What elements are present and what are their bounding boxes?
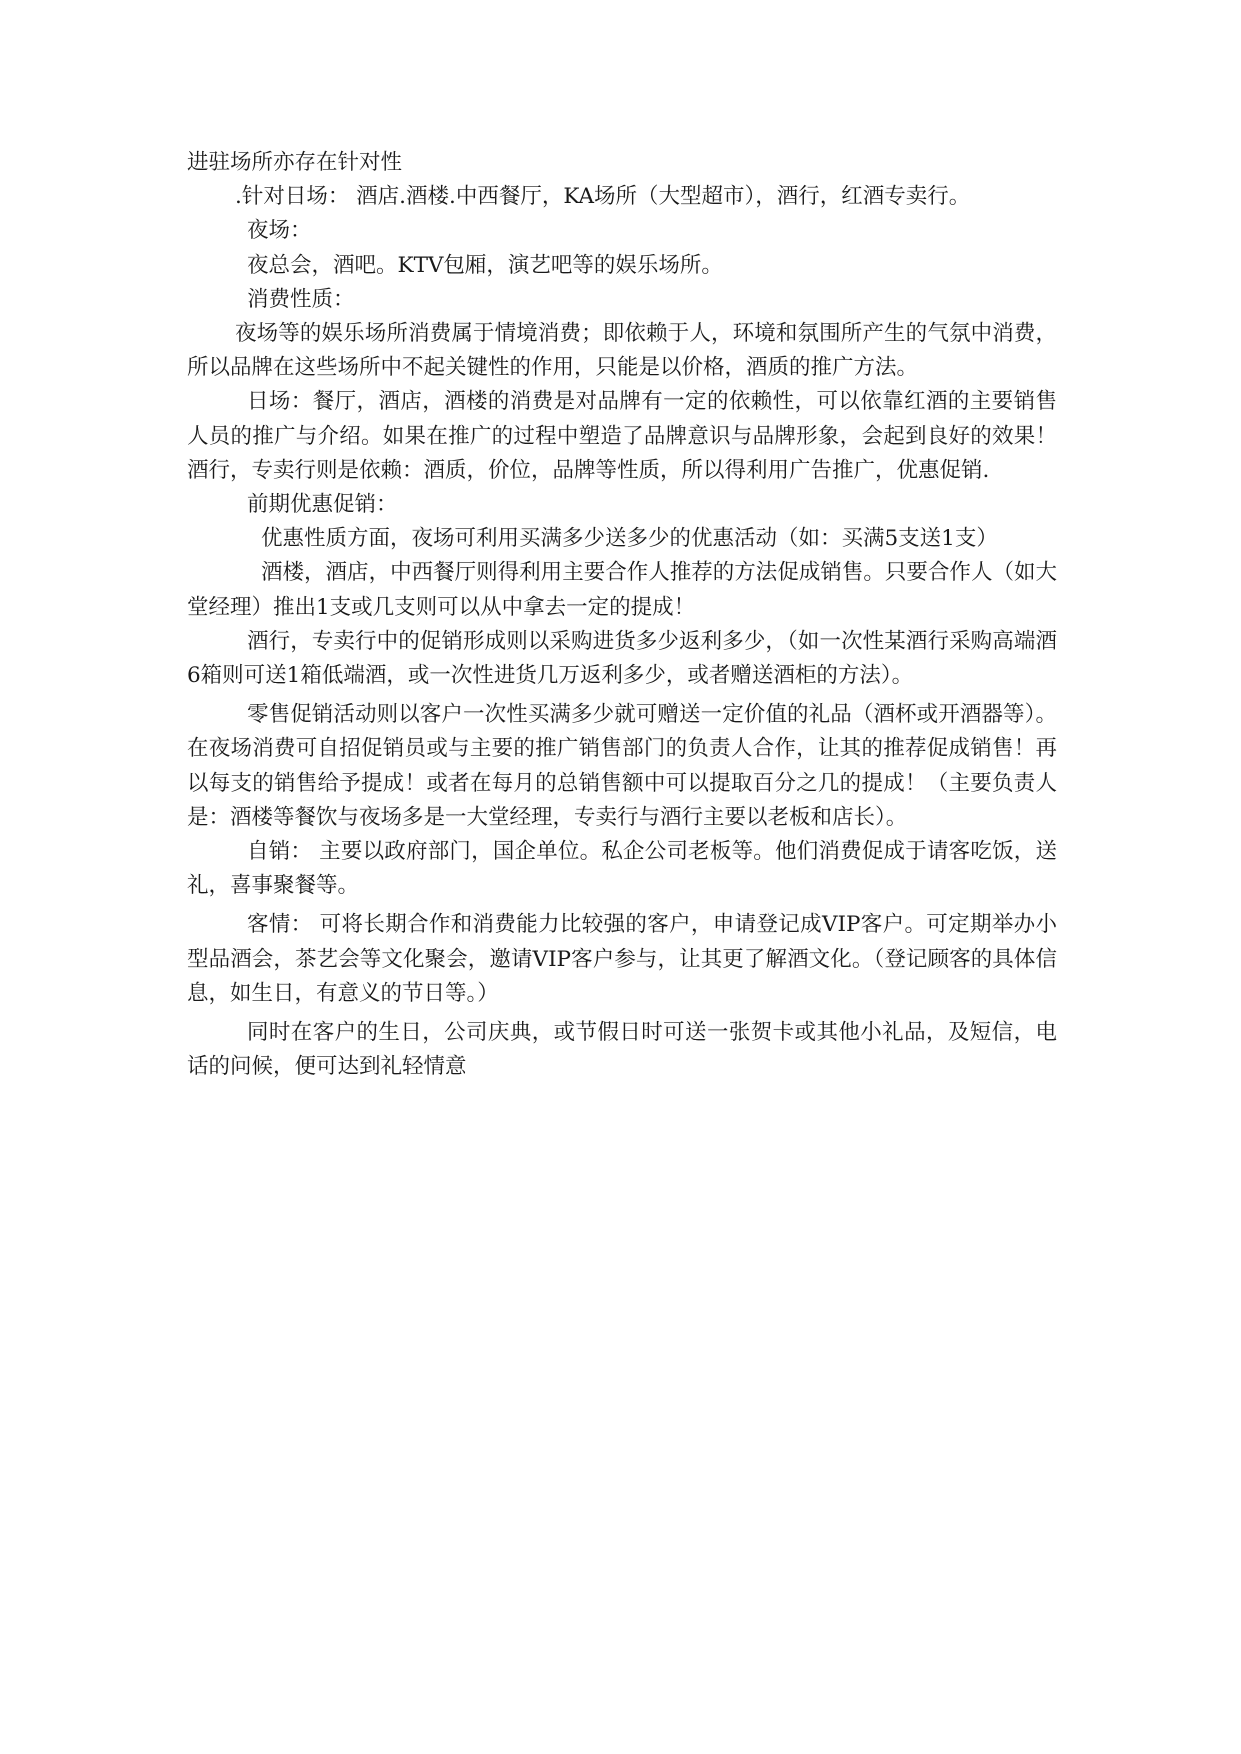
day-consumption-paragraph: 日场：餐厅，酒店，酒楼的消费是对品牌有一定的依赖性，可以依靠红酒的主要销售人员的推广与介绍。如果在推广的过程中塑造了品牌意识与品牌形象，会起到良好的效果！ 酒行，专卖行则是依赖：酒质，价位，品牌等性质，所以得利用广告推广，优惠促销. bbox=[187, 389, 1057, 483]
self-sales-paragraph: 自销： 主要以政府部门，国企单位。私企公司老板等。他们消费促成于请客吃饭，送礼，喜事聚餐等。 bbox=[187, 839, 1057, 899]
retail-promotion-paragraph: 零售促销活动则以客户一次性买满多少就可赠送一定价值的礼品（酒杯或开酒器等）。 在夜场消费可自招促销员或与主要的推广销售部门的负责人合作，让其的推荐促成销售！再以每支的销售给予提成！或者在每月的总销售额中可以提取百分之几的提成！（主要负责人是：酒楼等餐饮与夜场多是一大堂经理，专卖行与酒行主要以老板和店长）。 bbox=[187, 702, 1057, 830]
wine-shop-promotion-paragraph: 酒行，专卖行中的促销形成则以采购进货多少返利多少，（如一次性某酒行采购高端酒6箱则可送1箱低端酒，或一次性进货几万返利多少，或者赠送酒柜的方法）。 bbox=[187, 628, 1057, 689]
early-promotion-label: 前期优惠促销： bbox=[247, 492, 398, 518]
restaurant-promotion-paragraph: 酒楼，酒店，中西餐厅则得利用主要合作人推荐的方法促成销售。只要合作人（如大堂经理）推出1支或几支则可以从中拿去一定的提成！ bbox=[187, 560, 1057, 620]
day-venues-line: .针对日场： 酒店.酒楼.中西餐厅，KA场所（大型超市），酒行，红酒专卖行。 bbox=[235, 184, 971, 210]
night-promotion-paragraph: 优惠性质方面，夜场可利用买满多少送多少的优惠活动（如：买满5支送1支） bbox=[261, 526, 998, 552]
night-venues-line: 夜总会，酒吧。KTV包厢，演艺吧等的娱乐场所。 bbox=[247, 252, 723, 278]
customer-relations-paragraph: 客情： 可将长期合作和消费能力比较强的客户，申请登记成VIP客户。可定期举办小型品酒会，茶艺会等文化聚会，邀请VIP客户参与，让其更了解酒文化。（登记顾客的具体信息，如生日，有意义的节日等。） bbox=[187, 912, 1057, 1006]
night-venues-label: 夜场： bbox=[247, 218, 312, 244]
consumption-nature-label: 消费性质： bbox=[247, 286, 355, 312]
intro-heading: 进驻场所亦存在针对性 bbox=[187, 150, 403, 175]
document-body bbox=[187, 146, 1057, 1084]
greetings-paragraph: 同时在客户的生日，公司庆典，或节假日时可送一张贺卡或其他小礼品，及短信，电话的问候，便可达到礼轻情意 bbox=[187, 1020, 1057, 1080]
night-consumption-paragraph: 夜场等的娱乐场所消费属于情境消费；即依赖于人，环境和氛围所产生的气氛中消费，所以品牌在这些场所中不起关键性的作用，只能是以价格，酒质的推广方法。 bbox=[187, 321, 1057, 381]
